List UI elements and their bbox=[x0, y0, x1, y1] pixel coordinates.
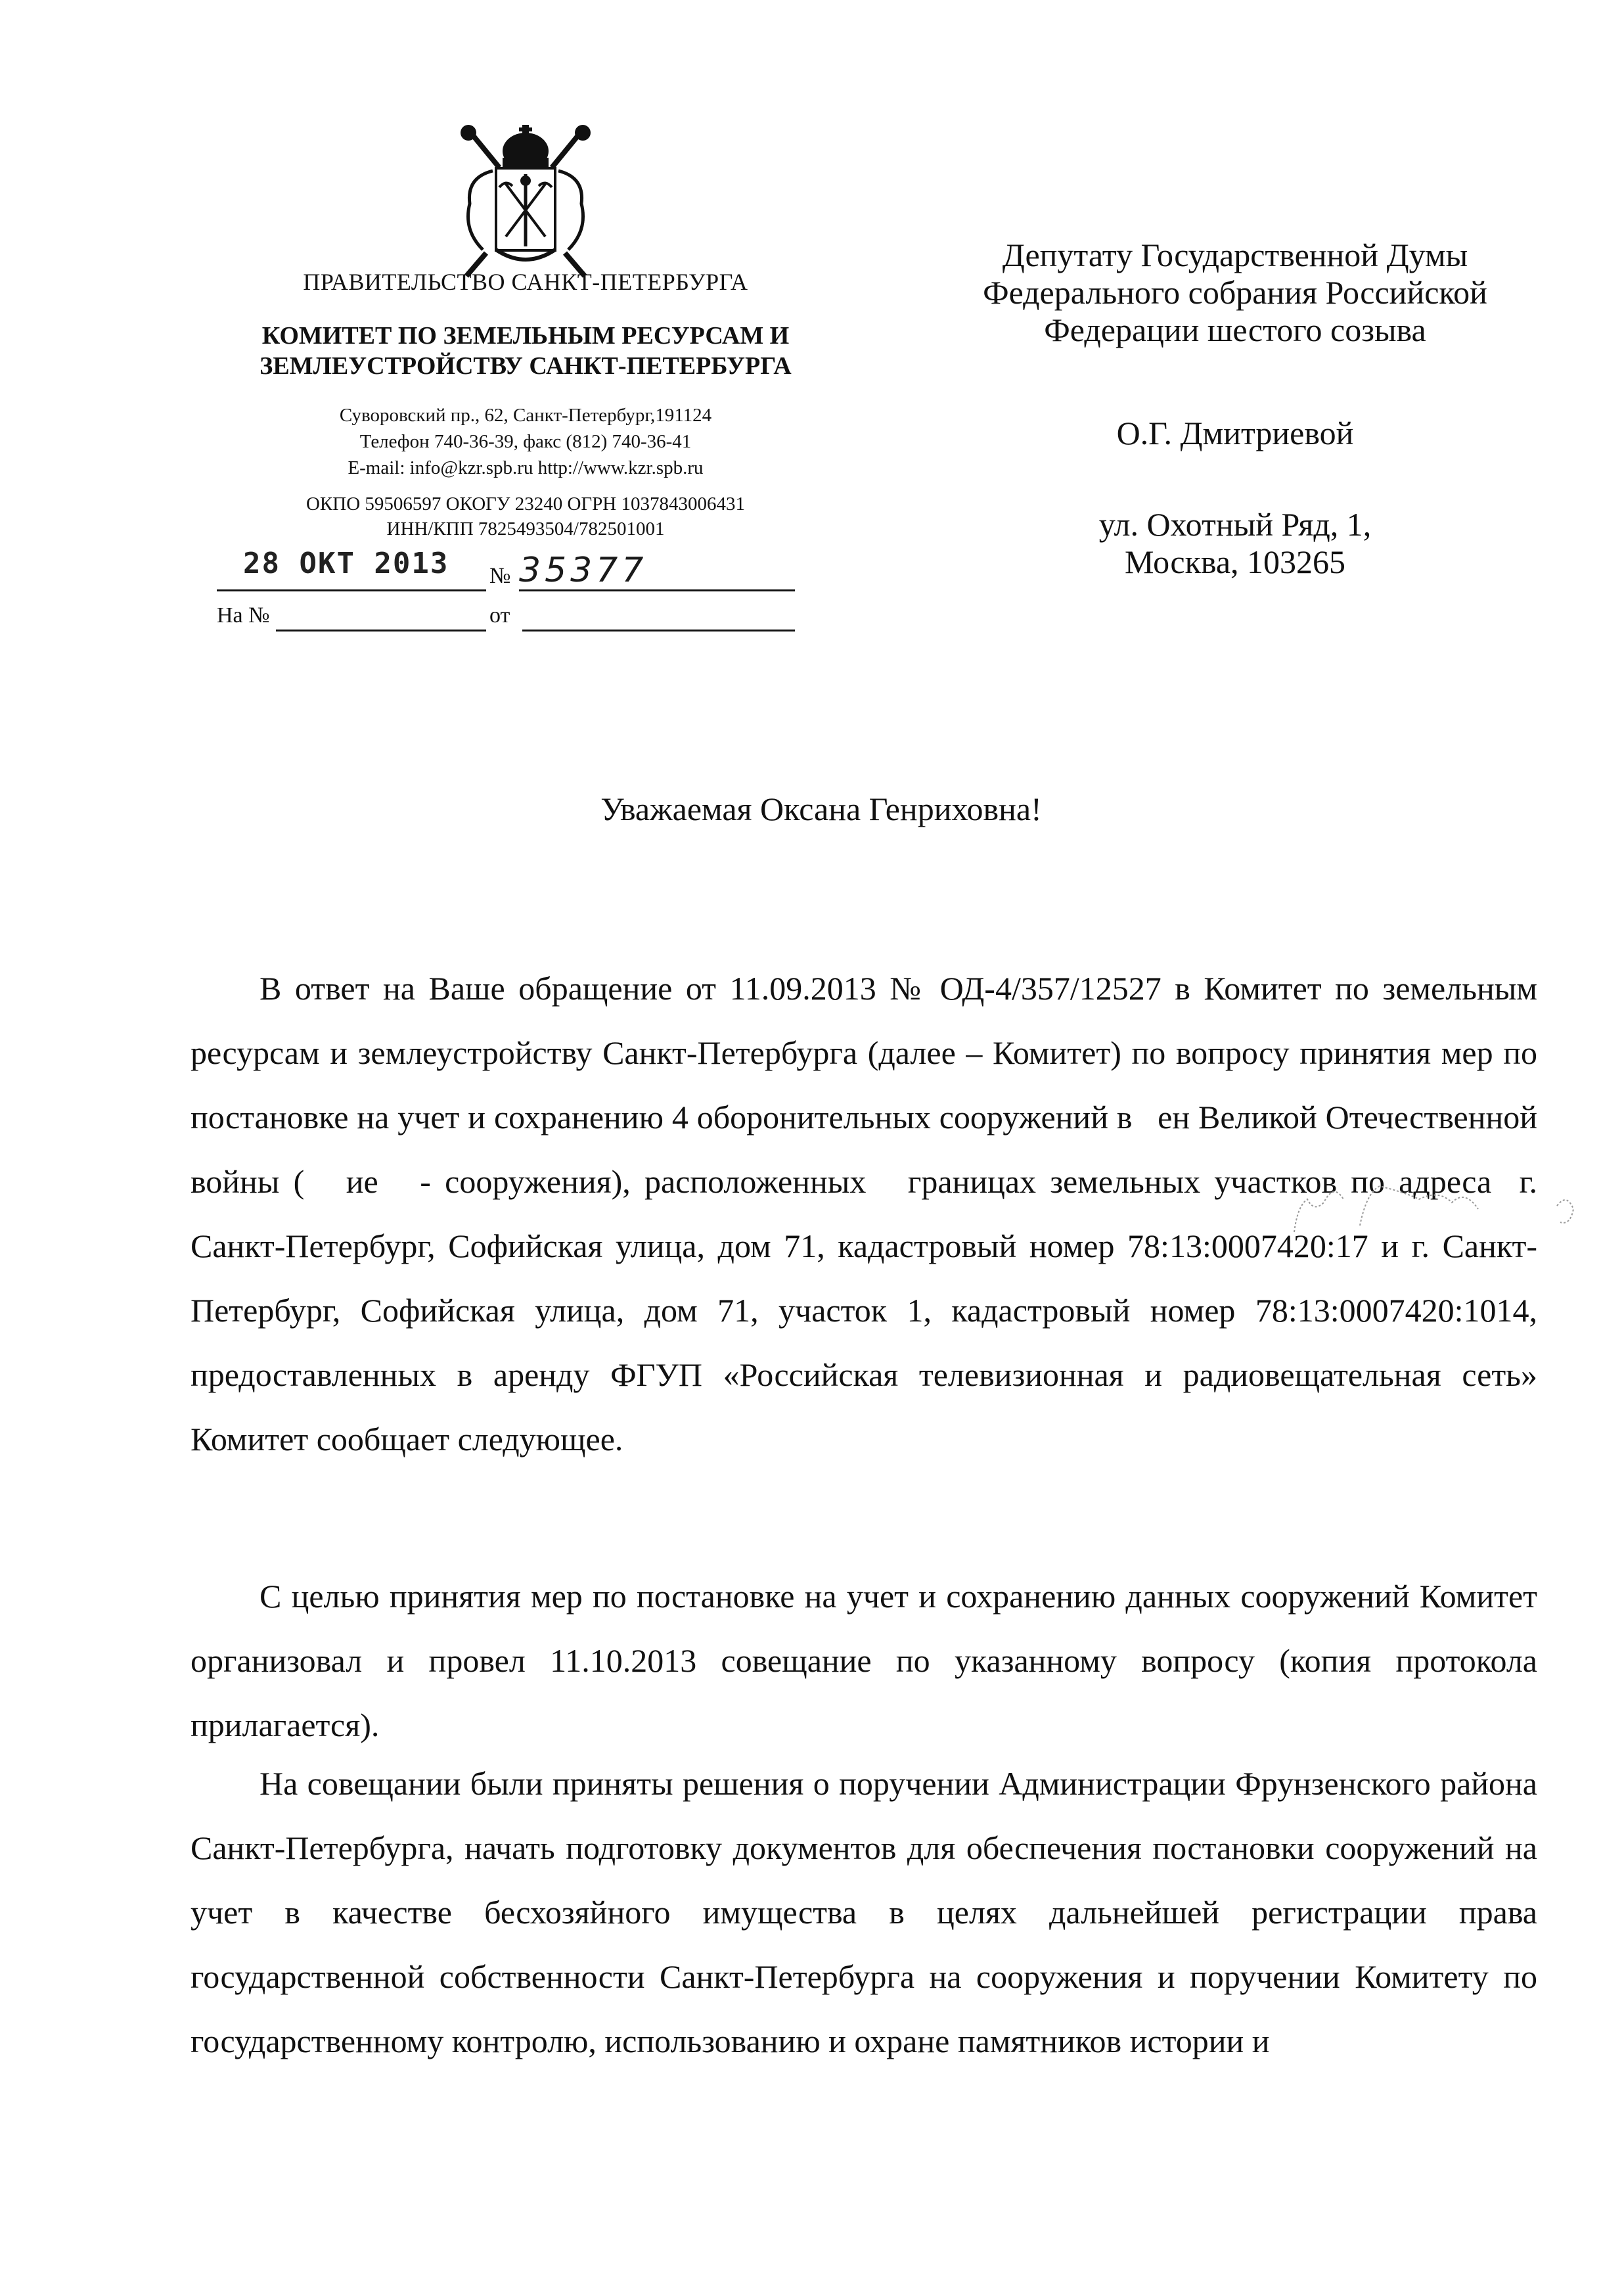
codes-line2: ИНН/КПП 7825493504/782501001 bbox=[386, 518, 665, 539]
government-title: ПРАВИТЕЛЬСТВО САНКТ-ПЕТЕРБУРГА bbox=[303, 269, 748, 295]
recipient-line3: Федерации шестого созыва bbox=[1044, 311, 1426, 348]
paragraph-text: В ответ на Ваше обращение от 11.09.2013 № ОД-4/357/12527 в Комитет по земельным ресурсам и землеустройству Санкт-Петербурга (далее – Комитет) по вопросу принятия мер по постановке на учет и сохранению 4 оборонительных сооружений в ен Великой Отечественной войны ( ие - сооружения), расположенных границах земельных участков по адреса г. Санкт-Петербург, Софийская улица, дом 71, кадастровый номер 78:13:0007420:17 и г. Санкт-Петербург, Софийская улица, дом 71, участок 1, кадастровый номер 78:13:0007420:1014, предоставленных в аренду ФГУП «Российская телевизионная и радиовещательная сеть» Комитет сообщает следующее. bbox=[191, 970, 1537, 1457]
from-field bbox=[522, 630, 795, 631]
paragraph-text: На совещании были приняты решения о поручении Администрации Фрунзенского района Санкт-Петербурга, начать подготовку документов для обеспечения постановки сооружений на учет в качестве бесхозяйного имущества в целях дальнейшей регистрации права государственной собственности Санкт-Петербурга на сооружения и поручении Комитету по государственному контролю, использованию и охране памятников истории и bbox=[191, 1765, 1537, 2059]
recipient-name: О.Г. Дмитриевой bbox=[1116, 415, 1354, 451]
committee-name bbox=[197, 321, 854, 381]
body-paragraph-2 bbox=[191, 1564, 1537, 1757]
phone-fax: Телефон 740-36-39, факс (812) 740-36-41 bbox=[359, 431, 692, 452]
body-paragraph-3 bbox=[191, 1751, 1537, 2073]
reply-to-field bbox=[276, 630, 486, 631]
outgoing-number: 35377 bbox=[519, 551, 648, 590]
committee-name-line2: ЗЕМЛЕУСТРОЙСТВУ САНКТ-ПЕТЕРБУРГА bbox=[259, 352, 792, 380]
scan-artifact-icon bbox=[1281, 1180, 1610, 1239]
date-underline bbox=[217, 589, 486, 591]
email-website: E-mail: info@kzr.spb.ru http://www.kzr.spb.ru bbox=[348, 457, 704, 478]
date-stamp: 28 ОКТ 2013 bbox=[243, 547, 449, 580]
number-label: № bbox=[489, 564, 511, 588]
reply-to-label: На № bbox=[217, 603, 270, 628]
salutation: Уважаемая Оксана Генриховна! bbox=[600, 791, 1042, 827]
codes-line1: ОКПО 59506597 ОКОГУ 23240 ОГРН 1037843006431 bbox=[305, 493, 745, 515]
postal-address: Суворовский пр., 62, Санкт-Петербург,191124 bbox=[339, 405, 712, 426]
recipient-line1: Депутату Государственной Думы bbox=[1002, 237, 1468, 273]
paragraph-text: С целью принятия мер по постановке на учет и сохранению данных сооружений Комитет организовал и провел 11.10.2013 совещание по указанному вопросу (копия протокола прилагается). bbox=[191, 1578, 1537, 1743]
committee-name-line1: КОМИТЕТ ПО ЗЕМЕЛЬНЫМ РЕСУРСАМ И bbox=[261, 322, 790, 350]
number-underline bbox=[519, 589, 795, 591]
contact-info bbox=[197, 402, 854, 481]
recipient-address-line2: Москва, 103265 bbox=[1124, 543, 1346, 580]
recipient-line2: Федерального собрания Российской bbox=[983, 274, 1487, 311]
recipient-address bbox=[907, 506, 1564, 581]
from-label: от bbox=[489, 603, 510, 628]
recipient-title bbox=[907, 237, 1564, 349]
registration-codes bbox=[197, 492, 854, 541]
coat-of-arms-icon bbox=[430, 118, 621, 283]
recipient-address-line1: ул. Охотный Ряд, 1, bbox=[1098, 506, 1372, 543]
